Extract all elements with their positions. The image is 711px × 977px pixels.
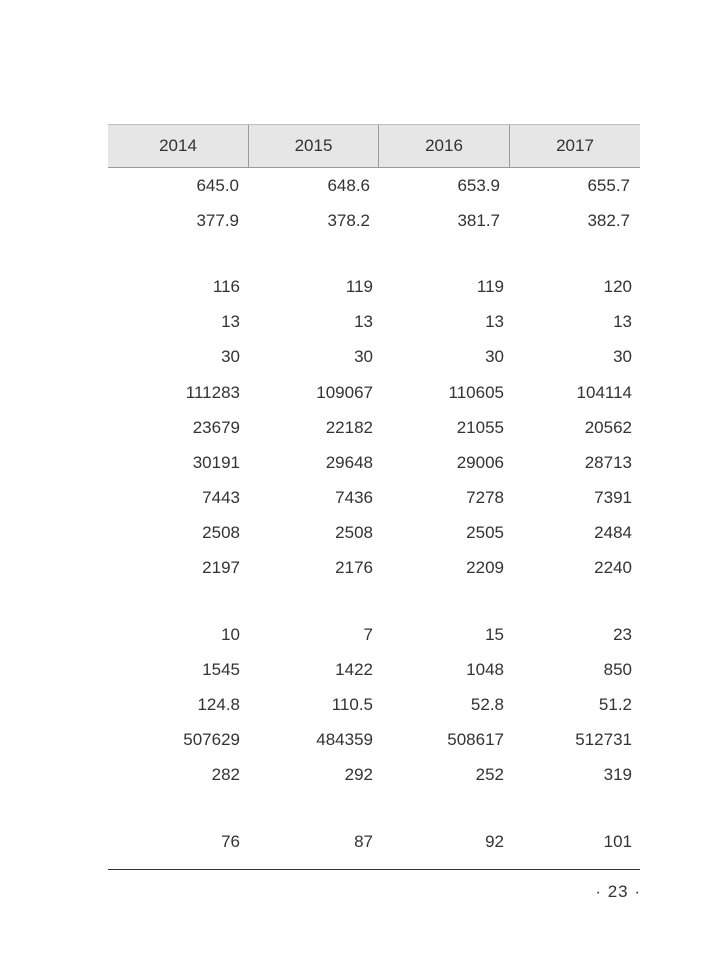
header-2016: 2016 <box>378 125 509 167</box>
table-spacer-row <box>108 586 640 617</box>
table-row <box>108 305 640 340</box>
table-row <box>108 410 640 445</box>
table-cell-2015: 648.6 <box>327 175 370 195</box>
table-cell-2014: 377.9 <box>196 210 239 230</box>
table-cell-2017: 120 <box>603 276 632 296</box>
table-cell-2014: 2508 <box>202 523 240 543</box>
table-cell-2016: 110605 <box>448 382 504 402</box>
table-cell-2017: 101 <box>603 831 632 851</box>
table-cell-2014: 10 <box>221 624 240 644</box>
table-cell-2016: 15 <box>485 624 504 644</box>
table-cell-2017: 655.7 <box>587 175 630 195</box>
table-cell-2015: 484359 <box>316 730 373 750</box>
table-row <box>108 617 640 652</box>
table-cell-2015: 2508 <box>335 523 373 543</box>
table-cell-2014: 282 <box>211 765 240 785</box>
table-cell-2016: 92 <box>485 831 504 851</box>
page-number: · 23 · <box>595 882 641 901</box>
table-cell-2014: 7443 <box>202 488 240 508</box>
table-cell-2014: 30 <box>221 347 240 367</box>
table-row <box>108 203 640 238</box>
table-cell-2015: 7436 <box>335 488 373 508</box>
table-row <box>108 269 640 304</box>
table-cell-2016: 7278 <box>466 488 504 508</box>
table-row <box>108 445 640 480</box>
table-cell-2015: 1422 <box>335 659 373 679</box>
table-cell-2015: 109067 <box>316 382 373 402</box>
table-cell-2016: 252 <box>475 765 504 785</box>
table-cell-2014: 13 <box>221 312 240 332</box>
header-2014: 2014 <box>159 136 197 155</box>
table-cell-2016: 653.9 <box>457 175 500 195</box>
table-row <box>108 168 640 203</box>
table-cell-2015: 292 <box>344 765 373 785</box>
table-cell-2017: 23 <box>613 624 632 644</box>
table-cell-2017: 7391 <box>594 488 632 508</box>
table-cell-2017: 104114 <box>576 382 632 402</box>
table-cell-2014: 111283 <box>185 382 240 402</box>
table-row <box>108 758 640 793</box>
table-cell-2016: 13 <box>485 312 504 332</box>
table-cell-2017: 28713 <box>584 452 632 472</box>
table-cell-2015: 87 <box>354 831 373 851</box>
table-cell-2014: 645.0 <box>196 175 239 195</box>
table-cell-2015: 110.5 <box>331 695 373 715</box>
table-cell-2017: 30 <box>613 347 632 367</box>
table-header-row <box>108 124 640 168</box>
table-row <box>108 340 640 375</box>
table-cell-2016: 30 <box>485 347 504 367</box>
table-cell-2017: 20562 <box>584 417 632 437</box>
table-cell-2014: 116 <box>212 276 240 296</box>
table-cell-2017: 51.2 <box>598 695 632 715</box>
table-row <box>108 723 640 758</box>
table-cell-2017: 13 <box>613 312 632 332</box>
table-cell-2014: 1545 <box>202 659 240 679</box>
table-cell-2016: 381.7 <box>457 210 500 230</box>
table-cell-2016: 29006 <box>456 452 504 472</box>
table-spacer-row <box>108 793 640 824</box>
table-cell-2014: 23679 <box>192 417 240 437</box>
table-cell-2017: 850 <box>603 659 632 679</box>
table-cell-2017: 2484 <box>594 523 632 543</box>
table-cell-2014: 76 <box>221 831 240 851</box>
table-cell-2014: 30191 <box>192 452 240 472</box>
table-cell-2017: 319 <box>603 765 632 785</box>
header-2015: 2015 <box>248 125 378 167</box>
table-spacer-row <box>108 238 640 269</box>
table-row <box>108 687 640 722</box>
table-cell-2016: 52.8 <box>470 695 504 715</box>
data-table <box>108 124 640 859</box>
table-cell-2015: 22182 <box>325 417 373 437</box>
table-cell-2015: 29648 <box>325 452 373 472</box>
table-cell-2016: 119 <box>476 276 504 296</box>
table-cell-2015: 119 <box>345 276 373 296</box>
table-cell-2015: 30 <box>354 347 373 367</box>
table-row <box>108 824 640 859</box>
table-cell-2016: 2505 <box>466 523 504 543</box>
table-cell-2014: 507629 <box>183 730 240 750</box>
table-cell-2017: 382.7 <box>587 210 630 230</box>
table-cell-2016: 1048 <box>466 659 504 679</box>
table-cell-2015: 378.2 <box>327 210 370 230</box>
table-cell-2016: 2209 <box>466 558 504 578</box>
table-cell-2017: 512731 <box>575 730 632 750</box>
header-2017: 2017 <box>509 125 640 167</box>
table-cell-2015: 13 <box>354 312 373 332</box>
table-cell-2017: 2240 <box>594 558 632 578</box>
table-row <box>108 551 640 586</box>
table-row <box>108 375 640 410</box>
table-cell-2016: 508617 <box>447 730 504 750</box>
table-cell-2015: 7 <box>363 624 373 644</box>
table-row <box>108 652 640 687</box>
table-row <box>108 516 640 551</box>
table-cell-2016: 21055 <box>456 417 504 437</box>
table-cell-2015: 2176 <box>335 558 373 578</box>
table-cell-2014: 2197 <box>202 558 240 578</box>
table-cell-2014: 124.8 <box>197 695 240 715</box>
table-bottom-rule <box>108 869 640 870</box>
table-body <box>108 168 640 859</box>
table-row <box>108 481 640 516</box>
